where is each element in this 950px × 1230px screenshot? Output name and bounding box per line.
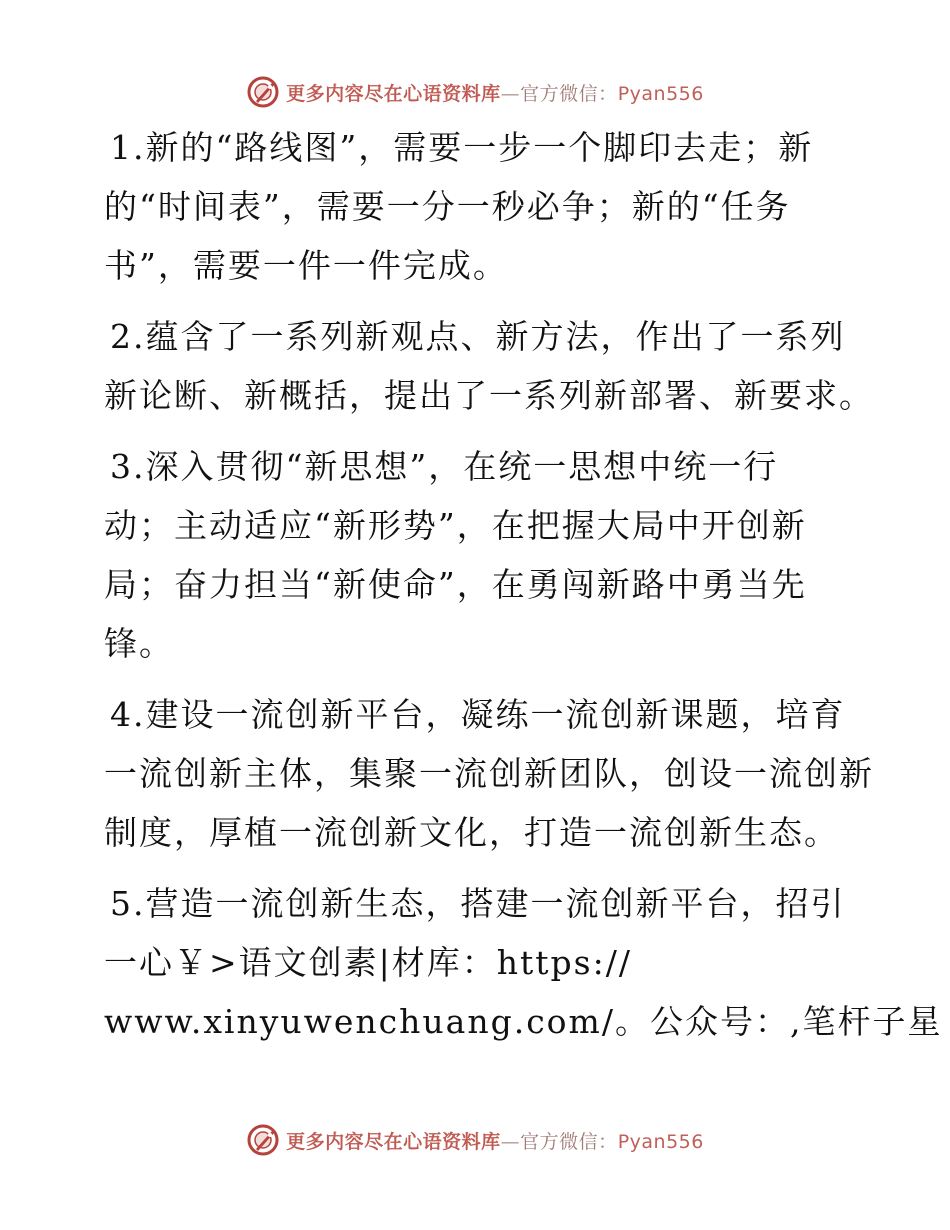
paragraph-line: 新论断、新概括，提出了一系列新部署、新要求。 (104, 376, 874, 415)
watermark-wechat-id: Pyan556 (617, 1130, 704, 1153)
paragraph-line: 制度，厚植一流创新文化，打造一流创新生态。 (104, 813, 839, 852)
watermark-text (286, 79, 704, 106)
paragraph-4 (96, 685, 874, 862)
paragraph-line: 4.建设一流创新平台，凝练一流创新课题，培育 (110, 695, 846, 734)
watermark-brand: 更多内容尽在心语资料库 (286, 1130, 501, 1153)
paragraph-line: 5.营造一流创新生态，搭建一流创新平台，招引 (110, 884, 846, 923)
paragraph-line: 局；奋力担当“新使命”，在勇闯新路中勇当先 (104, 565, 807, 604)
brand-logo-icon (246, 75, 280, 109)
watermark-wechat-id: Pyan556 (617, 82, 704, 105)
watermark-separator: — (500, 1130, 521, 1153)
watermark-brand: 更多内容尽在心语资料库 (286, 82, 501, 105)
header-watermark (0, 72, 950, 112)
paragraph-line: 3.深入贯彻“新思想”，在统一思想中统一行 (110, 447, 779, 486)
paragraph-3 (96, 437, 856, 673)
footer-watermark (0, 1120, 950, 1160)
brand-logo-icon (246, 1123, 280, 1157)
paragraph-line: 一流创新主体，集聚一流创新团队，创设一流创新 (104, 754, 874, 793)
paragraph-line: www.xinyuwenchuang.com/。公众号：,笔杆子星 (104, 1002, 943, 1041)
document-body (96, 118, 943, 1063)
paragraph-line: 锋。 (104, 624, 174, 663)
paragraph-line: 1.新的“路线图”，需要一步一个脚印去走；新 (110, 128, 814, 167)
paragraph-line: 2.蕴含了一系列新观点、新方法，作出了一系列 (110, 317, 846, 356)
paragraph-2 (96, 307, 874, 425)
paragraph-line: 书”，需要一件一件完成。 (104, 246, 508, 285)
paragraph-line: 的“时间表”，需要一分一秒必争；新的“任务 (104, 187, 791, 226)
watermark-label: 官方微信： (520, 82, 618, 105)
watermark-label: 官方微信： (520, 1130, 618, 1153)
paragraph-1 (96, 118, 856, 295)
paragraph-line: 一心￥>语文创素|材库：https:// (104, 943, 632, 982)
paragraph-5 (96, 874, 943, 1051)
watermark-separator: — (500, 82, 521, 105)
watermark-text (286, 1127, 704, 1154)
paragraph-line: 动；主动适应“新形势”，在把握大局中开创新 (104, 506, 807, 545)
